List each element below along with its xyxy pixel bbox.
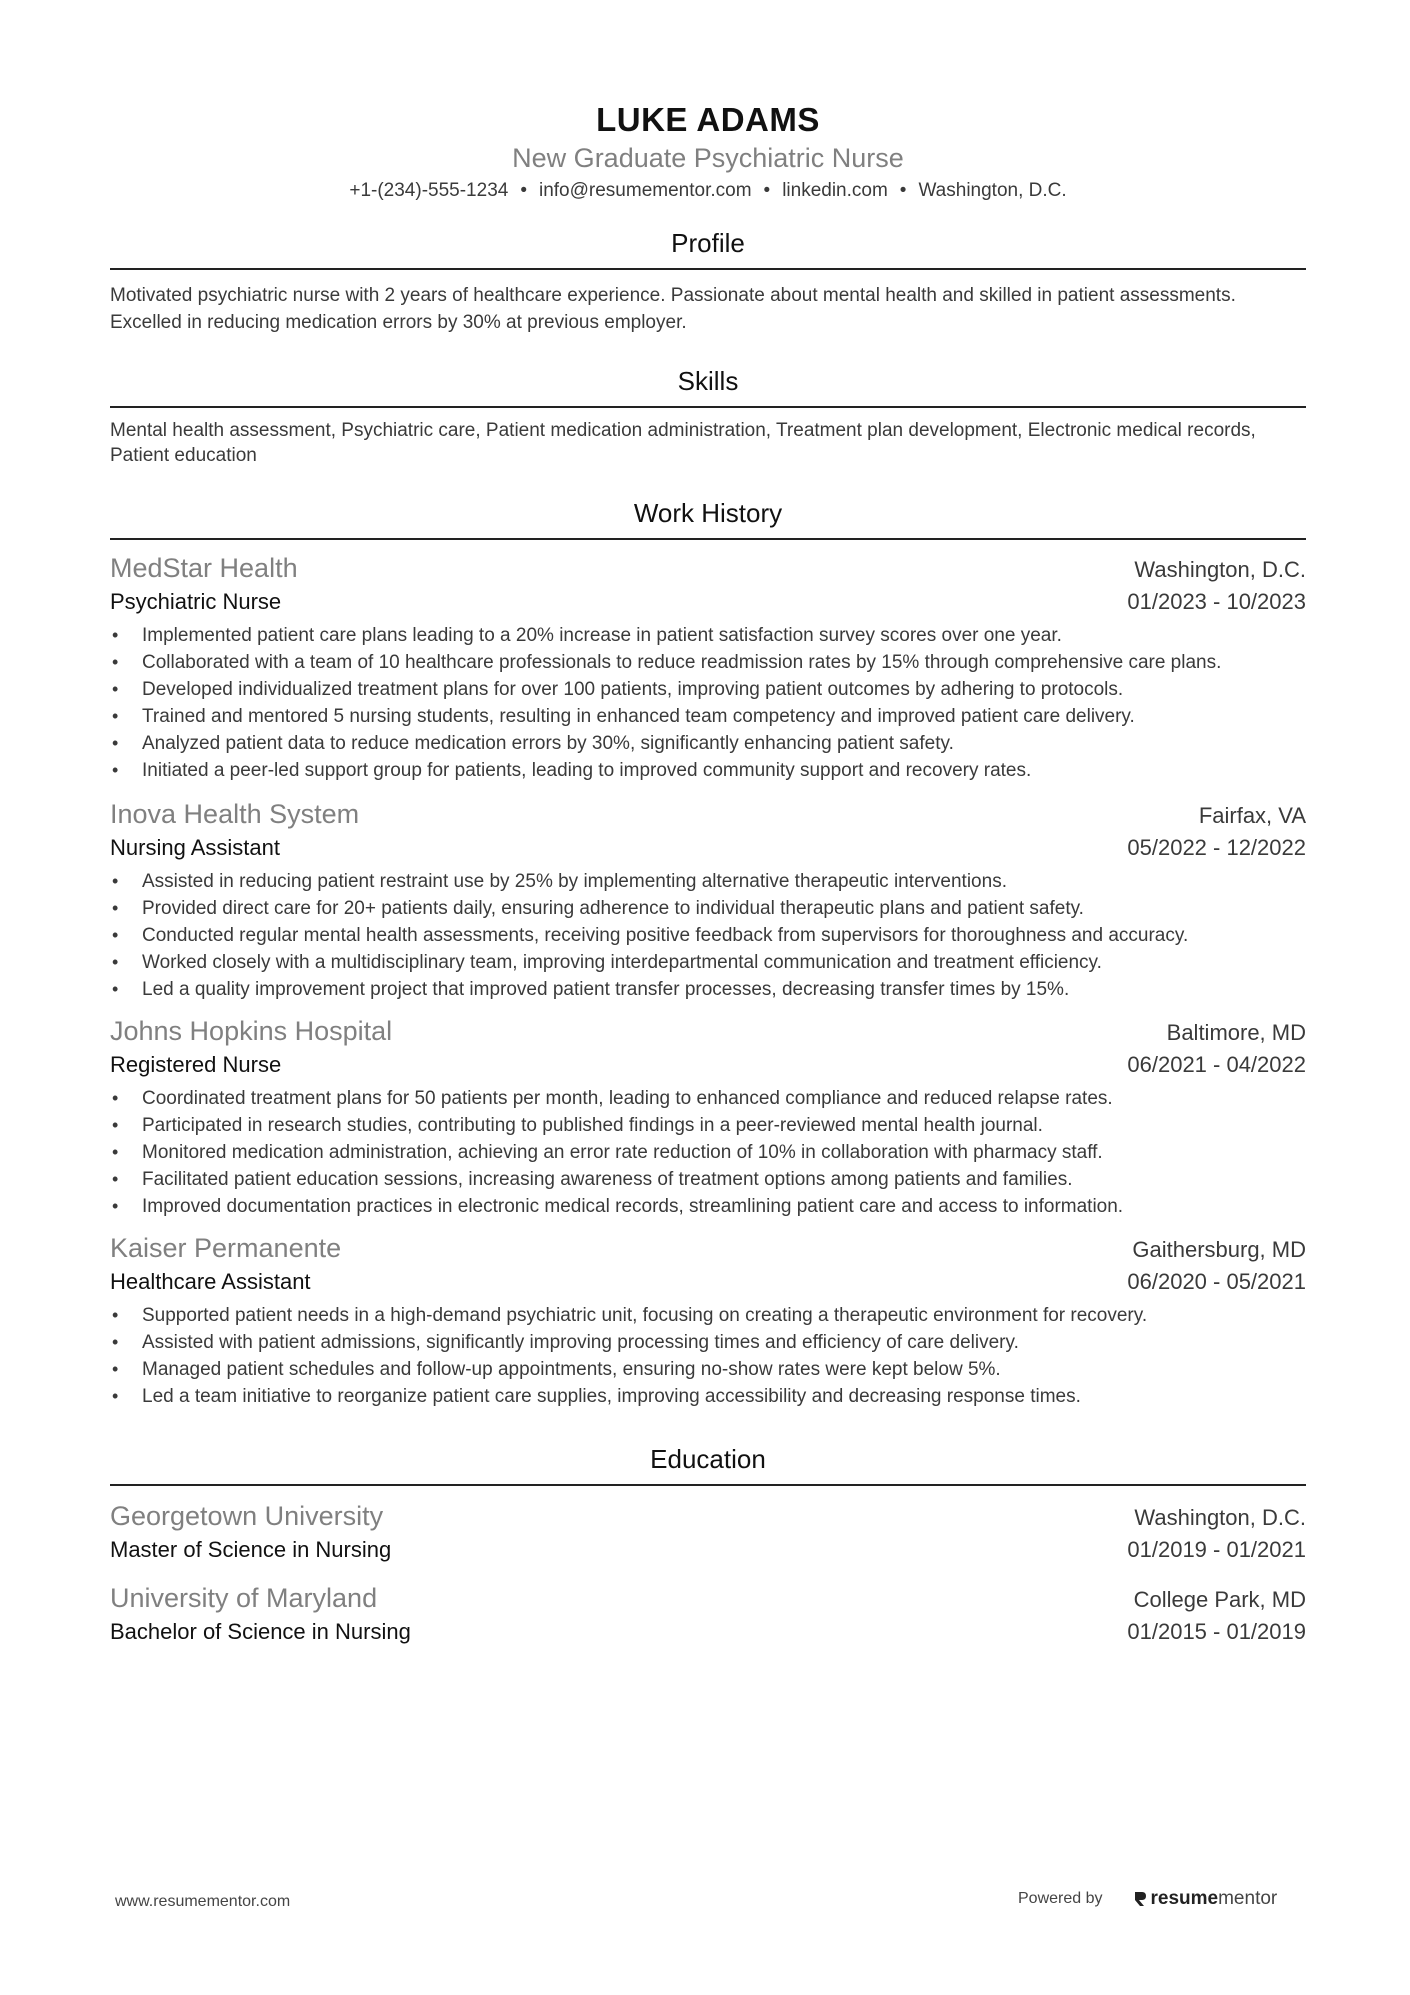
education-entry <box>110 1580 1306 1648</box>
job-bullets <box>110 868 1306 1003</box>
job-header-row <box>110 550 1306 586</box>
job-bullet: • Collaborated with a team of 10 healthcare professionals to reduce readmission rates by 15% through comprehensive care plans. <box>142 649 1306 676</box>
job-company: MedStar Health <box>110 553 298 583</box>
job-bullet: • Trained and mentored 5 nursing students, resulting in enhanced team competency and improved patient care delivery. <box>142 703 1306 730</box>
job-bullets <box>110 1302 1306 1410</box>
contact-email[interactable]: info@resumementor.com <box>538 180 752 201</box>
contact-location: Washington, D.C. <box>918 180 1067 201</box>
job-bullet: • Supported patient needs in a high-demand psychiatric unit, focusing on creating a therapeutic environment for recovery. <box>142 1302 1306 1329</box>
job-bullet: • Improved documentation practices in electronic medical records, streamlining patient care and access to information. <box>142 1193 1306 1220</box>
profile-text: Motivated psychiatric nurse with 2 years of healthcare experience. Passionate about mental health and skilled in patient assessments. Excelled in reducing medication errors by 30% at previous employer. <box>110 285 1236 333</box>
education-entry <box>110 1498 1306 1566</box>
resumementor-logo[interactable] <box>1133 1888 1278 1910</box>
education-dates: 01/2015 - 01/2019 <box>1127 1619 1306 1644</box>
education-degree: Bachelor of Science in Nursing <box>110 1619 411 1644</box>
education-location: College Park, MD <box>1133 1587 1306 1612</box>
job-bullet: • Worked closely with a multidisciplinary team, improving interdepartmental communication and treatment efficiency. <box>142 949 1306 976</box>
skills-text: Mental health assessment, Psychiatric care, Patient medication administration, Treatment plan development, Electronic medical records, Patient education <box>110 420 1256 466</box>
education-header-row <box>110 1580 1306 1616</box>
job-location: Fairfax, VA <box>1198 803 1306 828</box>
job-bullet: • Developed individualized treatment plans for over 100 patients, improving patient outcomes by adhering to protocols. <box>142 676 1306 703</box>
job-bullet: • Facilitated patient education sessions, increasing awareness of treatment options among patients and families. <box>142 1166 1306 1193</box>
education-school: Georgetown University <box>110 1501 384 1531</box>
brand-text-light: mentor <box>1218 1888 1278 1909</box>
job-role: Nursing Assistant <box>110 835 280 860</box>
job-bullet: • Managed patient schedules and follow-up appointments, ensuring no-show rates were kept below 5%. <box>142 1356 1306 1383</box>
job-header-row <box>110 796 1306 832</box>
job-role: Registered Nurse <box>110 1052 282 1077</box>
profile-section <box>110 226 1306 336</box>
education-location: Washington, D.C. <box>1134 1505 1306 1530</box>
job-role: Psychiatric Nurse <box>110 589 282 614</box>
education-dates: 01/2019 - 01/2021 <box>1127 1537 1306 1562</box>
education-degree-row <box>110 1534 1306 1566</box>
job-role: Healthcare Assistant <box>110 1269 311 1294</box>
education-degree: Master of Science in Nursing <box>110 1537 392 1562</box>
job-dates: 05/2022 - 12/2022 <box>1127 835 1306 860</box>
candidate-title: New Graduate Psychiatric Nurse <box>512 143 904 173</box>
job-dates: 06/2021 - 04/2022 <box>1127 1052 1306 1077</box>
education-section <box>110 1442 1306 1648</box>
section-heading-profile: Profile <box>110 226 1306 270</box>
contact-linkedin[interactable]: linkedin.com <box>782 180 888 201</box>
job-bullets <box>110 622 1306 784</box>
separator-dot: • <box>899 180 907 201</box>
section-heading-work-history: Work History <box>110 496 1306 540</box>
job-entry <box>110 796 1306 1003</box>
resumementor-logo-icon <box>1133 1890 1147 1908</box>
job-dates: 01/2023 - 10/2023 <box>1127 589 1306 614</box>
job-bullet: • Assisted in reducing patient restraint use by 25% by implementing alternative therapeutic interventions. <box>142 868 1306 895</box>
job-role-row <box>110 586 1306 618</box>
powered-by-label: Powered by <box>1018 1890 1103 1907</box>
job-bullet: • Led a team initiative to reorganize patient care supplies, improving accessibility and decreasing response times. <box>142 1383 1306 1410</box>
job-role-row <box>110 832 1306 864</box>
skills-section <box>110 364 1306 468</box>
brand-text-bold: resume <box>1150 1888 1219 1909</box>
education-header-row <box>110 1498 1306 1534</box>
footer-website-link[interactable]: www.resumementor.com <box>115 1893 291 1910</box>
job-bullet: • Conducted regular mental health assessments, receiving positive feedback from supervisors for thoroughness and accuracy. <box>142 922 1306 949</box>
education-degree-row <box>110 1616 1306 1648</box>
job-location: Baltimore, MD <box>1166 1020 1306 1045</box>
education-school: University of Maryland <box>110 1583 378 1613</box>
job-header-row <box>110 1230 1306 1266</box>
job-dates: 06/2020 - 05/2021 <box>1127 1269 1306 1294</box>
job-entry <box>110 1013 1306 1220</box>
separator-dot: • <box>520 180 527 201</box>
job-bullet: • Assisted with patient admissions, significantly improving processing times and efficiency of care delivery. <box>142 1329 1306 1356</box>
separator-dot: • <box>763 180 771 201</box>
job-bullet: • Led a quality improvement project that improved patient transfer processes, decreasing transfer times by 15%. <box>142 976 1306 1003</box>
footer-branding <box>1018 1888 1277 1910</box>
job-bullet: • Participated in research studies, contributing to published findings in a peer-reviewed mental health journal. <box>142 1112 1306 1139</box>
contact-line <box>110 178 1306 204</box>
job-header-row <box>110 1013 1306 1049</box>
job-entry <box>110 550 1306 784</box>
job-location: Gaithersburg, MD <box>1132 1237 1306 1262</box>
job-bullet: • Monitored medication administration, achieving an error rate reduction of 10% in collaboration with pharmacy staff. <box>142 1139 1306 1166</box>
job-role-row <box>110 1049 1306 1081</box>
job-bullet: • Provided direct care for 20+ patients daily, ensuring adherence to individual therapeutic plans and patient safety. <box>142 895 1306 922</box>
section-heading-education: Education <box>110 1442 1306 1486</box>
candidate-name: LUKE ADAMS <box>596 101 820 138</box>
work-history-section <box>110 496 1306 1410</box>
resume-page <box>110 96 1306 1648</box>
job-entry <box>110 1230 1306 1410</box>
job-company: Kaiser Permanente <box>110 1233 342 1263</box>
job-company: Inova Health System <box>110 799 360 829</box>
job-bullet: • Implemented patient care plans leading to a 20% increase in patient satisfaction survey scores over one year. <box>142 622 1306 649</box>
job-company: Johns Hopkins Hospital <box>110 1016 393 1046</box>
resume-header <box>110 96 1306 204</box>
job-bullet: • Initiated a peer-led support group for patients, leading to improved community support and recovery rates. <box>142 757 1306 784</box>
job-role-row <box>110 1266 1306 1298</box>
job-bullet: • Analyzed patient data to reduce medication errors by 30%, significantly enhancing patient safety. <box>142 730 1306 757</box>
job-bullet: • Coordinated treatment plans for 50 patients per month, leading to enhanced compliance and reduced relapse rates. <box>142 1085 1306 1112</box>
job-location: Washington, D.C. <box>1134 557 1306 582</box>
section-heading-skills: Skills <box>110 364 1306 408</box>
contact-phone: +1-(234)-555-1234 <box>349 180 509 201</box>
job-bullets <box>110 1085 1306 1220</box>
